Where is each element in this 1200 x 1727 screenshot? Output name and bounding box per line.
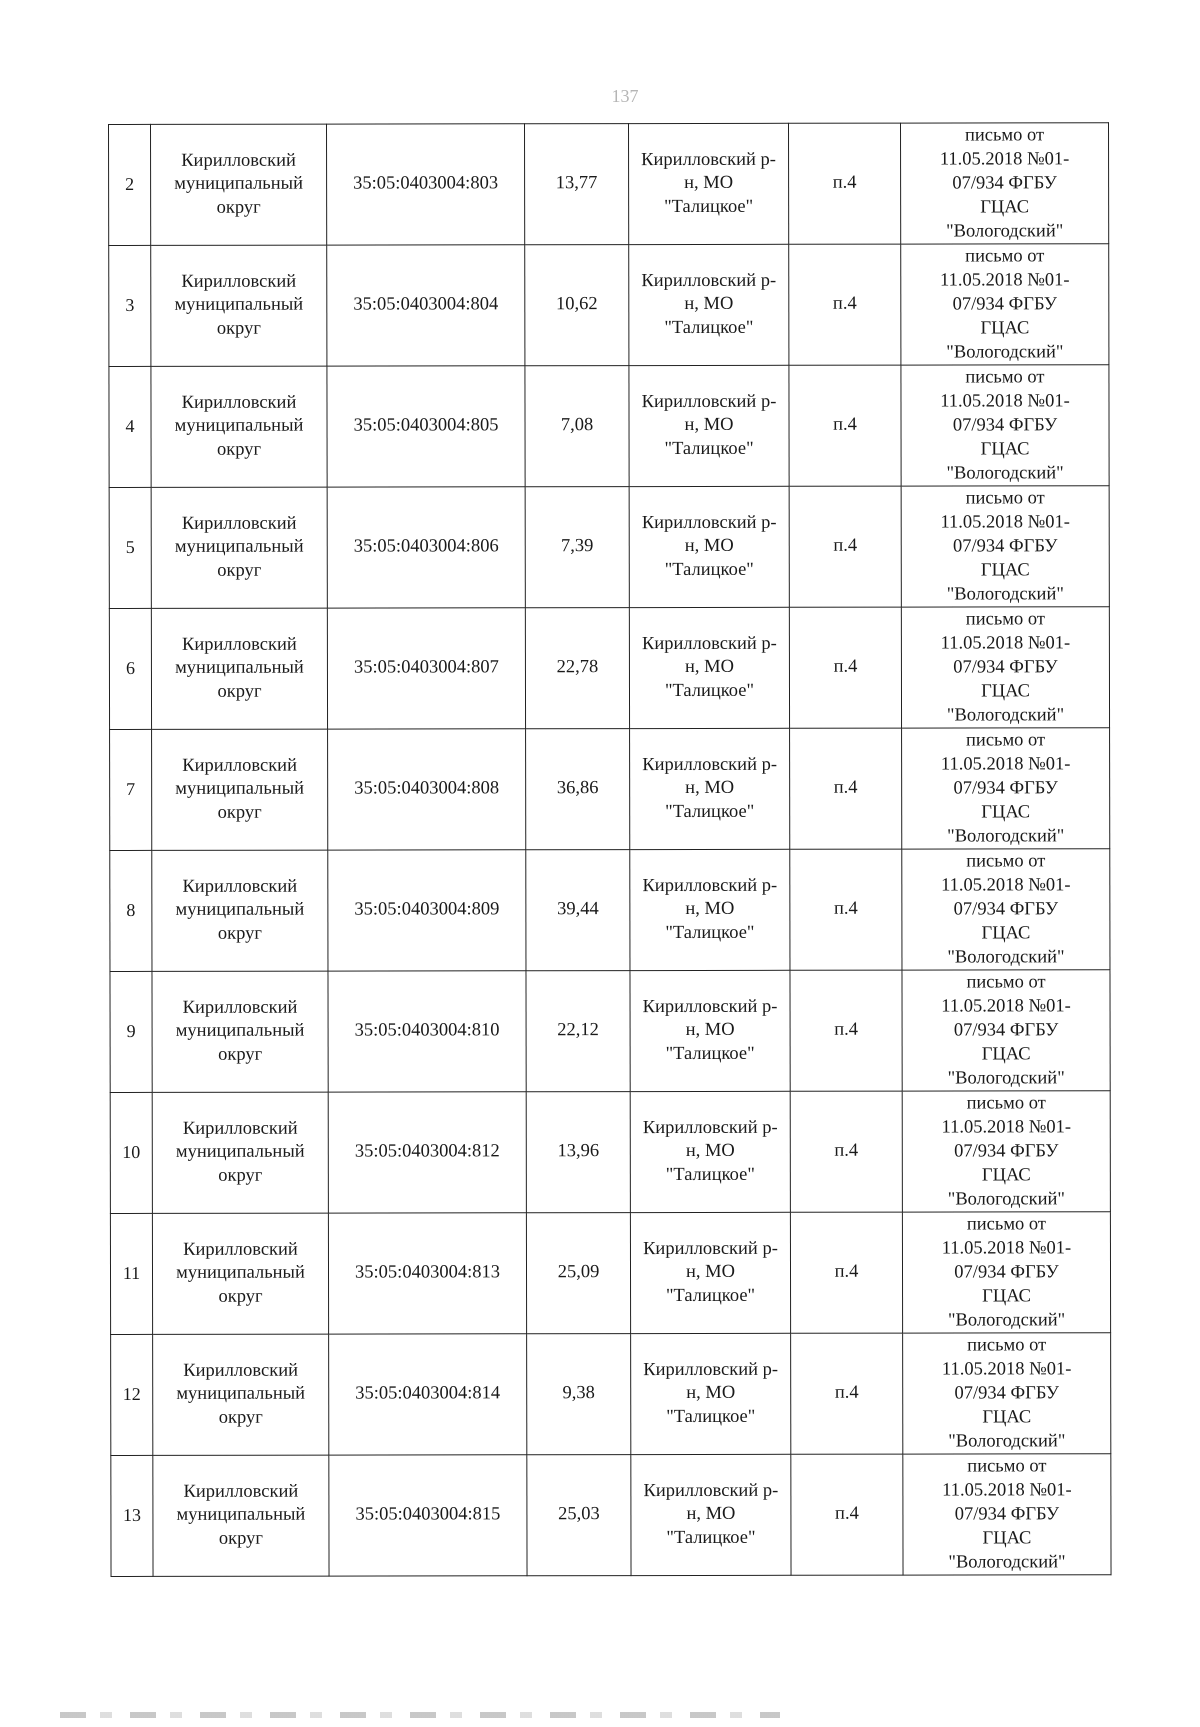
source-line: письмо от <box>965 488 1045 509</box>
location-line: "Талицкое" <box>665 1164 755 1185</box>
source-line: "Вологодский" <box>946 584 1064 605</box>
location-line: Кирилловский р- <box>642 633 777 654</box>
source-line: 07/934 ФГБУ <box>953 536 1058 557</box>
location-line: Кирилловский р- <box>643 1359 779 1380</box>
row-number-cell <box>109 608 151 729</box>
cadastral-number-cell <box>328 971 526 1092</box>
owner-cell <box>151 124 327 245</box>
clause-cell <box>790 970 902 1091</box>
area-value: 22,12 <box>557 1020 599 1041</box>
location-cell <box>629 607 789 728</box>
source-line: ГЦАС <box>981 923 1031 944</box>
cadastral-number-cell <box>329 1334 527 1455</box>
source-line: 07/934 ФГБУ <box>953 778 1058 799</box>
source-line: 11.05.2018 №01- <box>941 1117 1072 1138</box>
owner-line: Кирилловский <box>183 1360 299 1381</box>
cadastral-number-cell <box>328 850 526 971</box>
clause-cell <box>790 849 902 970</box>
source-document-cell <box>901 365 1109 486</box>
row-number: 2 <box>125 174 135 195</box>
clause-cell <box>789 365 901 486</box>
location-line: Кирилловский р- <box>641 391 777 412</box>
source-document-cell <box>901 244 1109 365</box>
source-line: 11.05.2018 №01- <box>940 391 1070 412</box>
owner-line: округ <box>218 1165 263 1186</box>
cadastral-number: 35:05:0403004:808 <box>354 778 500 799</box>
table-row <box>110 849 1110 972</box>
source-line: 07/934 ФГБУ <box>954 1141 1059 1162</box>
cadastral-number-cell <box>328 1213 526 1334</box>
cadastral-number: 35:05:0403004:812 <box>354 1141 500 1162</box>
source-document-cell <box>902 1091 1110 1212</box>
source-line: "Вологодский" <box>948 1431 1066 1452</box>
source-document-cell <box>902 728 1110 849</box>
location-line: Кирилловский р- <box>641 512 777 533</box>
area-value: 9,38 <box>562 1383 595 1404</box>
owner-line: муниципальный <box>174 536 304 558</box>
source-document-cell <box>901 486 1109 607</box>
source-line: 07/934 ФГБУ <box>953 657 1058 678</box>
source-line: 07/934 ФГБУ <box>954 1262 1059 1283</box>
owner-line: Кирилловский <box>182 997 298 1018</box>
clause-cell <box>789 607 901 728</box>
location-line: Кирилловский р- <box>642 1117 778 1138</box>
location-cell <box>629 365 789 486</box>
clause-value: п.4 <box>832 293 857 314</box>
source-line: ГЦАС <box>982 1407 1032 1428</box>
location-line: "Талицкое" <box>666 1527 756 1548</box>
owner-line: муниципальный <box>175 1020 305 1042</box>
source-line: письмо от <box>965 730 1046 751</box>
clause-value: п.4 <box>833 414 857 435</box>
location-line: Кирилловский р- <box>641 149 776 170</box>
location-cell <box>630 970 790 1091</box>
cadastral-number: 35:05:0403004:806 <box>353 536 499 557</box>
source-line: ГЦАС <box>980 197 1030 218</box>
source-document-cell <box>902 1212 1110 1333</box>
source-line: ГЦАС <box>981 1044 1031 1065</box>
row-number-cell <box>109 366 151 487</box>
owner-line: Кирилловский <box>181 150 296 171</box>
owner-line: округ <box>218 1528 264 1549</box>
owner-line: округ <box>217 802 262 823</box>
area-cell <box>525 366 629 487</box>
source-line: письмо от <box>966 851 1046 872</box>
location-line: "Талицкое" <box>666 1406 756 1427</box>
row-number-cell <box>110 729 152 850</box>
table-row <box>109 365 1109 488</box>
row-number-cell <box>109 245 151 366</box>
row-number: 6 <box>125 658 135 679</box>
location-line: Кирилловский р- <box>642 875 778 896</box>
location-line: н, МО <box>685 1020 735 1041</box>
source-line: 11.05.2018 №01- <box>942 1480 1072 1501</box>
owner-line: округ <box>216 318 261 339</box>
source-line: 11.05.2018 №01- <box>939 149 1070 170</box>
area-value: 10,62 <box>555 294 598 315</box>
area-cell <box>527 1334 631 1455</box>
source-line: письмо от <box>967 1335 1047 1356</box>
scan-artifact <box>60 1712 780 1718</box>
source-line: 11.05.2018 №01- <box>941 1238 1072 1259</box>
source-line: "Вологодский" <box>946 463 1064 484</box>
row-number: 9 <box>126 1021 136 1042</box>
area-value: 7,08 <box>560 415 594 436</box>
owner-line: округ <box>218 1044 263 1065</box>
table-row <box>109 244 1109 367</box>
location-cell <box>631 1333 791 1454</box>
owner-cell <box>153 1334 329 1455</box>
location-line: "Талицкое" <box>665 922 755 943</box>
location-line: н, МО <box>686 1383 736 1404</box>
location-line: н, МО <box>684 657 734 678</box>
table-row <box>110 728 1110 851</box>
table-row <box>110 1091 1110 1214</box>
owner-line: муниципальный <box>176 1504 306 1526</box>
source-line: письмо от <box>966 1093 1046 1114</box>
area-cell <box>525 124 629 245</box>
source-line: "Вологодский" <box>946 705 1065 726</box>
table-row <box>110 1212 1110 1335</box>
clause-value: п.4 <box>833 898 858 919</box>
cadastral-number-cell <box>327 245 525 366</box>
owner-line: Кирилловский <box>181 271 297 292</box>
clause-value: п.4 <box>835 1503 859 1524</box>
location-line: "Талицкое" <box>664 317 754 338</box>
source-line: 11.05.2018 №01- <box>941 996 1071 1017</box>
owner-line: муниципальный <box>174 173 303 195</box>
cadastral-number-cell <box>328 1092 526 1213</box>
location-line: н, МО <box>684 294 734 315</box>
table-row <box>111 1333 1111 1456</box>
table-row <box>111 1454 1111 1577</box>
source-line: "Вологодский" <box>947 826 1065 847</box>
source-line: "Вологодский" <box>947 1310 1066 1331</box>
clause-cell <box>788 123 900 244</box>
row-number-cell <box>110 1213 152 1334</box>
location-cell <box>629 123 789 244</box>
owner-line: муниципальный <box>175 657 304 679</box>
area-value: 36,86 <box>556 778 599 799</box>
location-line: "Талицкое" <box>664 196 754 217</box>
location-line: "Талицкое" <box>664 680 755 701</box>
clause-value: п.4 <box>832 172 857 193</box>
cadastral-number-cell <box>329 1455 527 1576</box>
clause-cell <box>791 1454 903 1575</box>
row-number: 4 <box>125 416 135 437</box>
location-line: "Талицкое" <box>665 1285 756 1306</box>
source-line: ГЦАС <box>982 1286 1031 1307</box>
clause-cell <box>789 244 901 365</box>
source-line: 07/934 ФГБУ <box>953 1020 1059 1041</box>
source-line: 11.05.2018 №01- <box>940 633 1071 654</box>
row-number: 5 <box>125 537 135 558</box>
row-number: 3 <box>125 295 135 316</box>
source-line: письмо от <box>965 367 1045 388</box>
location-line: Кирилловский р- <box>642 996 778 1017</box>
clause-cell <box>791 1333 903 1454</box>
location-line: н, МО <box>684 173 734 194</box>
owner-line: муниципальный <box>176 1383 306 1405</box>
owner-line: Кирилловский <box>182 1118 298 1139</box>
owner-line: округ <box>216 197 261 218</box>
owner-line: округ <box>217 560 262 581</box>
owner-cell <box>152 729 328 850</box>
source-line: 11.05.2018 №01- <box>940 270 1070 291</box>
source-line: письмо от <box>965 246 1045 267</box>
owner-cell <box>151 245 327 366</box>
area-cell <box>525 487 629 608</box>
source-line: ГЦАС <box>980 439 1030 460</box>
cadastral-number: 35:05:0403004:804 <box>353 294 499 315</box>
area-cell <box>526 850 630 971</box>
location-line: "Талицкое" <box>664 438 754 459</box>
row-number: 8 <box>126 900 136 921</box>
table-row <box>109 123 1109 246</box>
clause-cell <box>790 1212 902 1333</box>
location-line: Кирилловский р- <box>641 270 777 291</box>
owner-line: муниципальный <box>174 294 304 316</box>
location-line: н, МО <box>685 778 735 799</box>
source-line: 11.05.2018 №01- <box>940 512 1070 533</box>
location-cell <box>630 728 790 849</box>
source-document-cell <box>901 607 1109 728</box>
source-line: ГЦАС <box>981 1165 1031 1186</box>
location-line: Кирилловский р- <box>643 1480 779 1501</box>
source-document-cell <box>900 123 1108 244</box>
table-row <box>110 970 1110 1093</box>
source-line: письмо от <box>967 1456 1047 1477</box>
owner-line: Кирилловский <box>182 755 297 776</box>
source-line: "Вологодский" <box>947 1068 1065 1089</box>
clause-cell <box>790 728 902 849</box>
cadastral-number: 35:05:0403004:813 <box>355 1262 500 1283</box>
location-line: "Талицкое" <box>665 801 755 822</box>
source-line: письмо от <box>964 125 1045 146</box>
area-cell <box>526 971 630 1092</box>
clause-value: п.4 <box>833 777 858 798</box>
cadastral-number: 35:05:0403004:803 <box>353 173 499 194</box>
owner-cell <box>153 1455 329 1576</box>
row-number: 12 <box>122 1384 141 1405</box>
location-cell <box>630 1212 790 1333</box>
owner-line: муниципальный <box>176 1262 305 1284</box>
owner-line: муниципальный <box>175 1141 305 1163</box>
row-number-cell <box>111 1455 153 1576</box>
cadastral-number: 35:05:0403004:815 <box>355 1504 501 1525</box>
area-value: 13,96 <box>557 1141 600 1162</box>
clause-value: п.4 <box>833 656 858 677</box>
page-number: 137 <box>611 86 639 106</box>
source-line: 11.05.2018 №01- <box>941 875 1071 896</box>
row-number-cell <box>109 487 151 608</box>
source-line: письмо от <box>966 1214 1047 1235</box>
source-line: письмо от <box>965 609 1045 630</box>
clause-value: п.4 <box>834 1019 858 1040</box>
location-line: н, МО <box>684 536 734 557</box>
location-line: н, МО <box>686 1504 736 1525</box>
source-line: "Вологодский" <box>947 947 1065 968</box>
area-value: 7,39 <box>561 536 594 557</box>
location-cell <box>630 849 790 970</box>
clause-value: п.4 <box>834 1382 859 1403</box>
clause-value: п.4 <box>834 1261 859 1282</box>
clause-cell <box>790 1091 902 1212</box>
cadastral-number-cell <box>327 366 525 487</box>
cadastral-number-cell <box>327 487 525 608</box>
row-number: 7 <box>126 779 136 800</box>
area-cell <box>526 1213 630 1334</box>
row-number-cell <box>110 850 152 971</box>
location-line: "Талицкое" <box>664 559 754 580</box>
source-line: "Вологодский" <box>948 1552 1066 1573</box>
row-number-cell <box>111 1334 153 1455</box>
row-number-cell <box>110 971 152 1092</box>
row-number-cell <box>110 1092 152 1213</box>
owner-line: округ <box>218 1407 263 1428</box>
location-line: н, МО <box>686 1262 736 1283</box>
location-line: Кирилловский р- <box>642 754 778 775</box>
area-value: 22,78 <box>556 657 599 678</box>
source-line: "Вологодский" <box>946 342 1064 363</box>
owner-line: округ <box>217 439 262 460</box>
owner-cell <box>151 608 327 729</box>
source-line: 07/934 ФГБУ <box>952 415 1058 436</box>
owner-line: муниципальный <box>175 778 305 800</box>
cadastral-number: 35:05:0403004:810 <box>354 1020 500 1041</box>
owner-line: Кирилловский <box>182 634 297 655</box>
location-line: н, МО <box>684 415 734 436</box>
area-value: 25,03 <box>558 1504 600 1525</box>
owner-line: Кирилловский <box>181 513 297 534</box>
source-document-cell <box>903 1454 1111 1575</box>
source-line: 07/934 ФГБУ <box>953 899 1059 920</box>
owner-line: муниципальный <box>175 899 305 921</box>
source-line: 11.05.2018 №01- <box>941 1359 1072 1380</box>
source-line: "Вологодский" <box>946 221 1064 242</box>
clause-value: п.4 <box>834 1140 859 1161</box>
source-line: ГЦАС <box>982 1528 1032 1549</box>
cadastral-number: 35:05:0403004:809 <box>354 899 500 920</box>
source-document-cell <box>902 970 1110 1091</box>
location-cell <box>629 486 789 607</box>
source-document-cell <box>902 849 1110 970</box>
owner-line: Кирилловский <box>182 876 298 897</box>
row-number: 10 <box>122 1142 141 1163</box>
owner-cell <box>152 1092 328 1213</box>
table-body <box>109 123 1112 1577</box>
owner-line: округ <box>217 681 262 702</box>
location-line: н, МО <box>685 899 735 920</box>
location-line: н, МО <box>685 1141 735 1162</box>
table-row <box>109 607 1109 730</box>
source-line: ГЦАС <box>980 318 1030 339</box>
row-number: 11 <box>122 1263 141 1284</box>
owner-cell <box>151 487 327 608</box>
area-value: 39,44 <box>557 899 599 920</box>
owner-cell <box>152 971 328 1092</box>
source-line: 07/934 ФГБУ <box>952 294 1058 315</box>
owner-cell <box>151 366 327 487</box>
cadastral-number-cell <box>328 729 526 850</box>
owner-cell <box>152 850 328 971</box>
owner-line: округ <box>218 1286 263 1307</box>
table-row <box>109 486 1109 609</box>
owner-line: муниципальный <box>174 415 304 437</box>
source-line: 07/934 ФГБУ <box>952 173 1057 194</box>
area-cell <box>525 245 629 366</box>
source-line: 11.05.2018 №01- <box>940 754 1071 775</box>
source-line: 07/934 ФГБУ <box>954 1383 1059 1404</box>
source-line: ГЦАС <box>980 560 1030 581</box>
row-number: 13 <box>122 1505 141 1526</box>
cadastral-number-cell <box>327 124 525 245</box>
area-cell <box>526 729 630 850</box>
source-line: письмо от <box>966 972 1046 993</box>
land-plots-table <box>108 122 1112 1577</box>
owner-line: Кирилловский <box>183 1239 298 1260</box>
source-line: ГЦАС <box>981 802 1031 823</box>
location-line: Кирилловский р- <box>643 1238 778 1259</box>
cadastral-number: 35:05:0403004:814 <box>355 1383 501 1404</box>
area-cell <box>527 1455 631 1576</box>
location-cell <box>631 1454 791 1575</box>
area-value: 13,77 <box>555 173 598 194</box>
row-number-cell <box>109 124 151 245</box>
area-cell <box>526 1092 630 1213</box>
location-cell <box>630 1091 790 1212</box>
source-line: ГЦАС <box>981 681 1030 702</box>
owner-cell <box>152 1213 328 1334</box>
cadastral-number: 35:05:0403004:807 <box>353 657 499 678</box>
owner-line: Кирилловский <box>181 392 297 413</box>
owner-line: Кирилловский <box>183 1481 299 1502</box>
source-document-cell <box>903 1333 1111 1454</box>
clause-cell <box>789 486 901 607</box>
area-cell <box>525 608 629 729</box>
clause-value: п.4 <box>833 535 858 556</box>
location-cell <box>629 244 789 365</box>
cadastral-number: 35:05:0403004:805 <box>353 415 499 436</box>
owner-line: округ <box>217 923 262 944</box>
area-value: 25,09 <box>557 1262 600 1283</box>
cadastral-number-cell <box>327 608 525 729</box>
source-line: 07/934 ФГБУ <box>954 1504 1060 1525</box>
location-line: "Талицкое" <box>665 1043 755 1064</box>
source-line: "Вологодский" <box>947 1189 1065 1210</box>
